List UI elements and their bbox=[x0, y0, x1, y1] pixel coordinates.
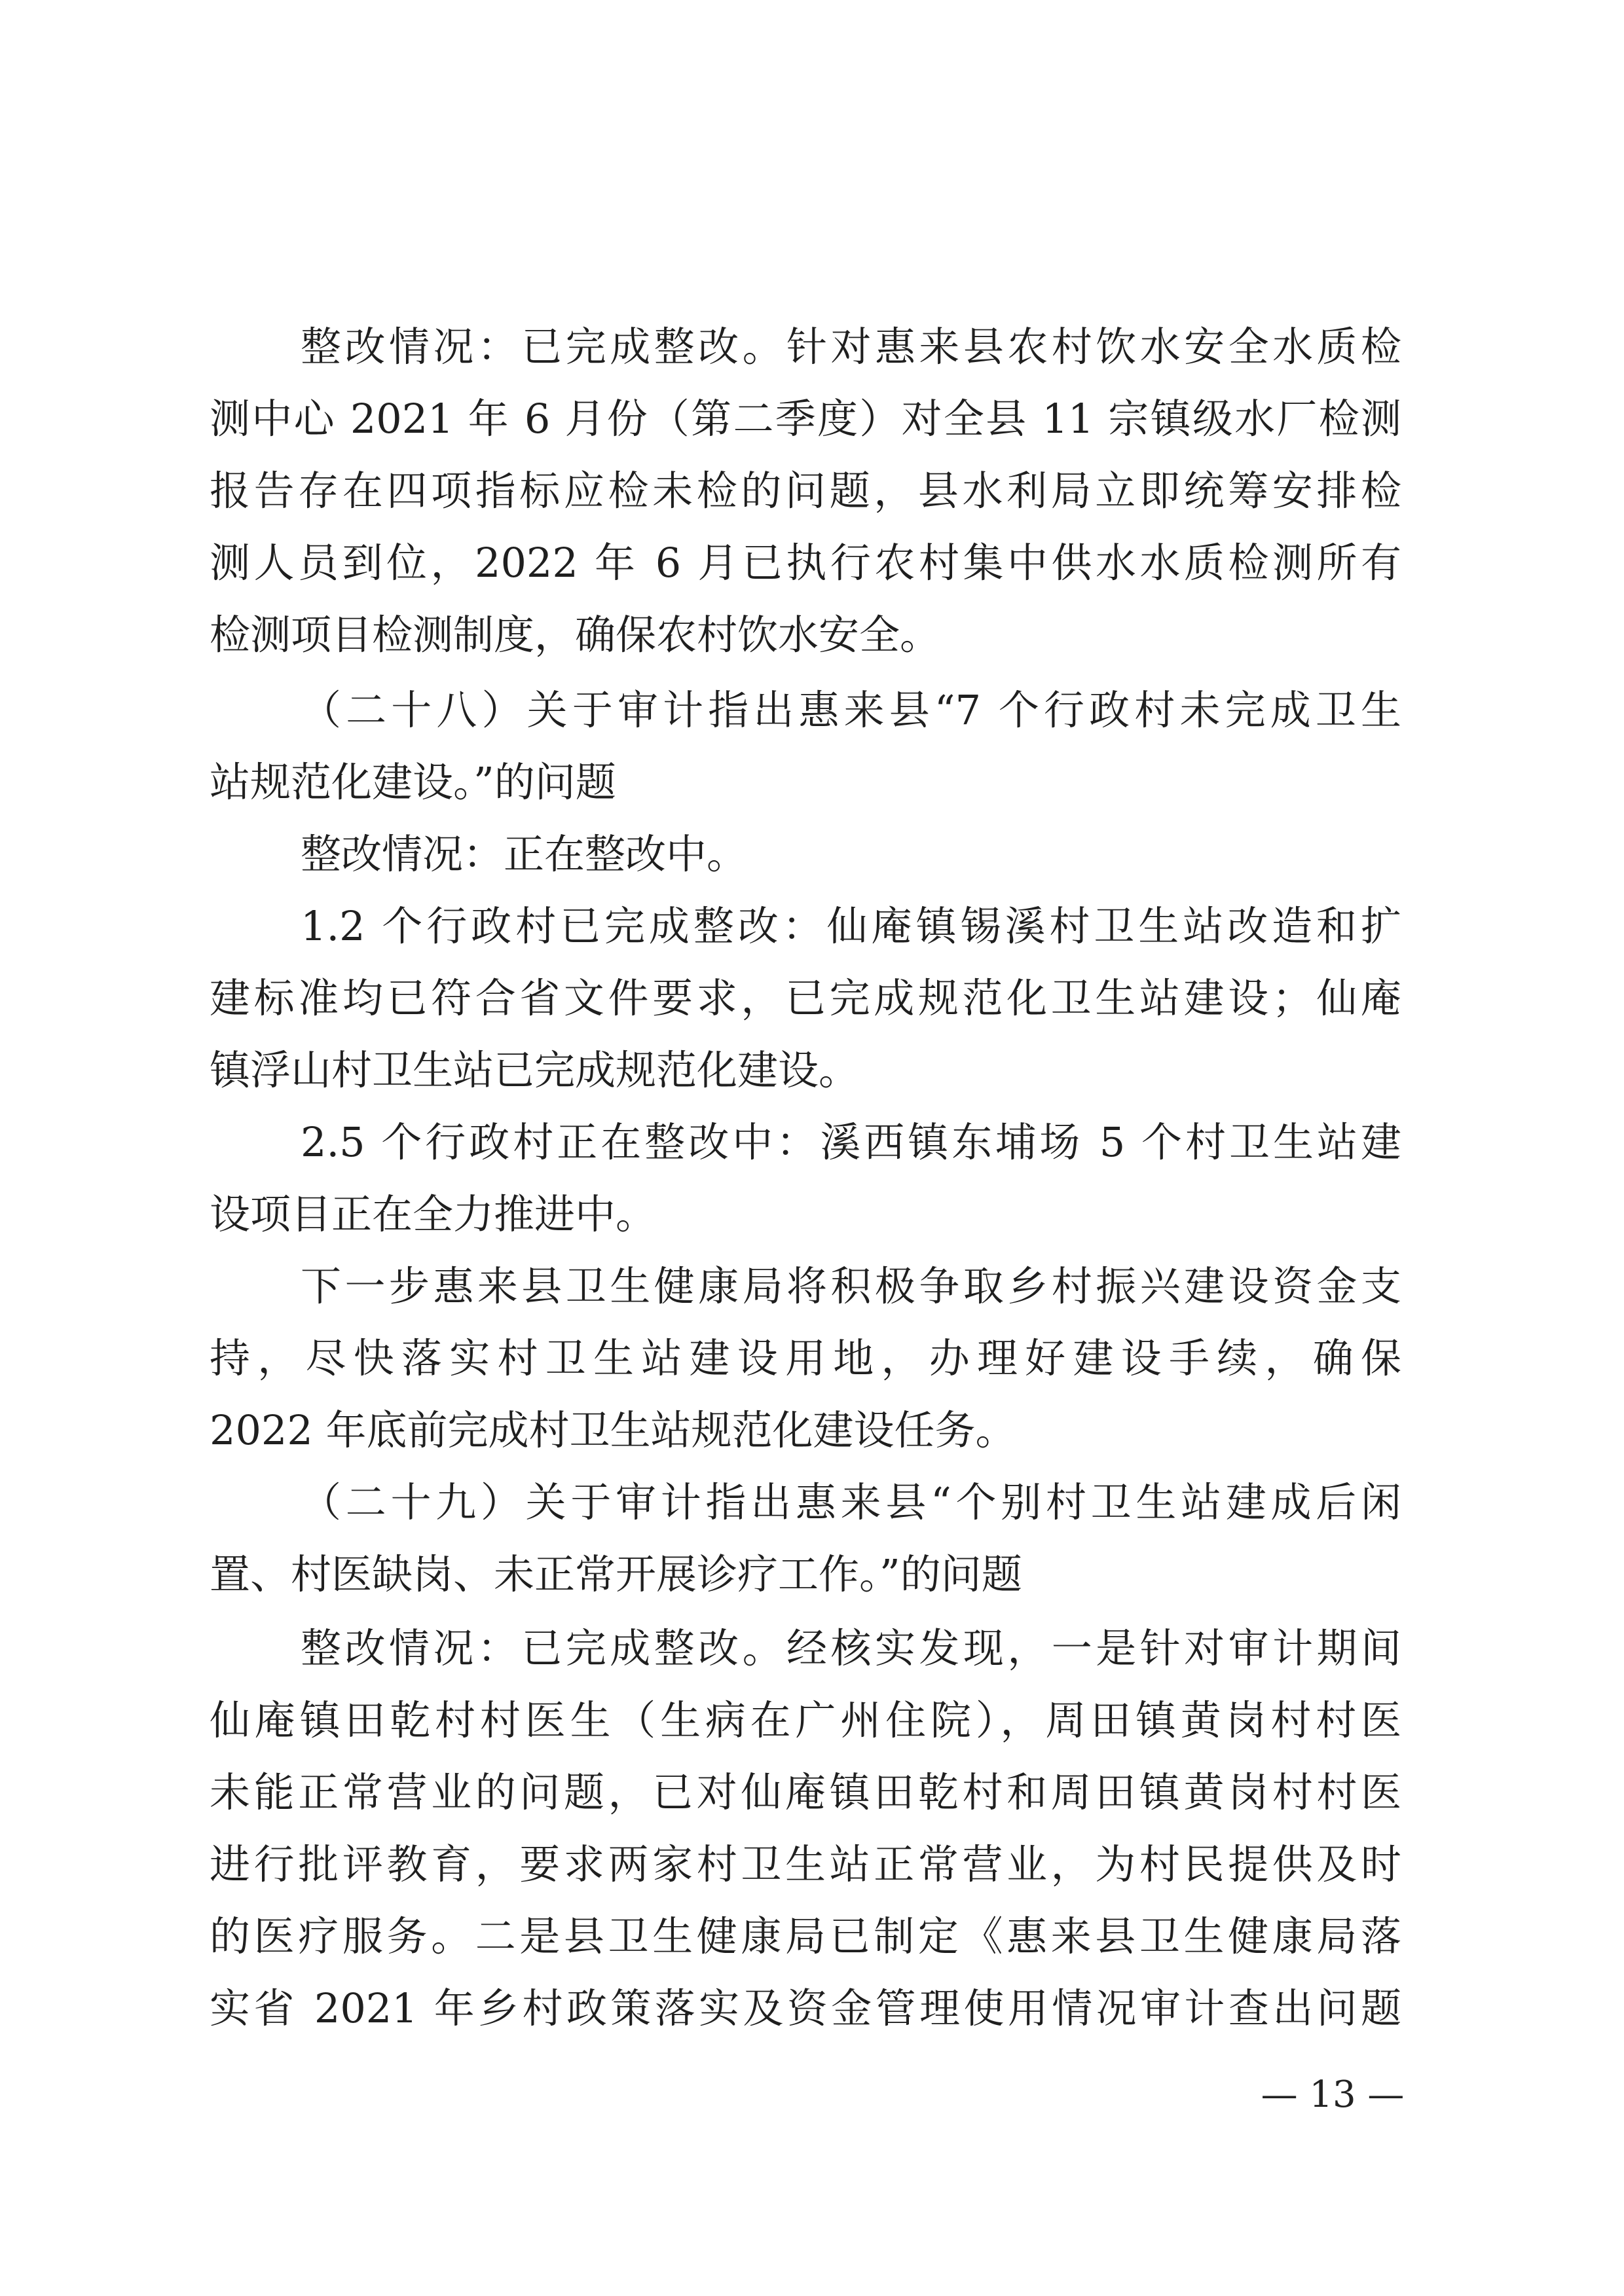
paragraph-1-line-1: 整改情况：已完成整改。针对惠来县农村饮水安全水质检 bbox=[301, 323, 1401, 371]
paragraph-1-line-4: 测人员到位，2022 年 6 月已执行农村集中供水水质检测所有 bbox=[210, 539, 1401, 587]
section-28-heading-line-1: （二十八）关于审计指出惠来县“7 个行政村未完成卫生 bbox=[301, 686, 1401, 734]
next-step-line-2: 持，尽快落实村卫生站建设用地，办理好建设手续，确保 bbox=[210, 1334, 1401, 1382]
paragraph-8-line-3: 未能正常营业的问题，已对仙庵镇田乾村和周田镇黄岗村村医 bbox=[210, 1768, 1401, 1816]
item-2-line-1: 2.5 个行政村正在整改中：溪西镇东埔场 5 个村卫生站建 bbox=[301, 1118, 1401, 1166]
paragraph-8-line-1: 整改情况：已完成整改。经核实发现，一是针对审计期间 bbox=[301, 1624, 1401, 1672]
paragraph-8-line-2: 仙庵镇田乾村村医生（生病在广州住院），周田镇黄岗村村医 bbox=[210, 1696, 1401, 1744]
paragraph-8-line-5: 的医疗服务。二是县卫生健康局已制定《惠来县卫生健康局落 bbox=[210, 1912, 1401, 1960]
paragraph-status-in-progress: 整改情况：正在整改中。 bbox=[301, 830, 748, 878]
item-1-line-1: 1.2 个行政村已完成整改：仙庵镇锡溪村卫生站改造和扩 bbox=[301, 902, 1401, 950]
section-28-heading-line-2: 站规范化建设。”的问题 bbox=[210, 758, 616, 806]
paragraph-8-line-6: 实省 2021 年乡村政策落实及资金管理使用情况审计查出问题 bbox=[210, 1984, 1401, 2032]
paragraph-1-line-5: 检测项目检测制度，确保农村饮水安全。 bbox=[210, 611, 941, 659]
section-29-heading-line-1: （二十九）关于审计指出惠来县“个别村卫生站建成后闲 bbox=[301, 1478, 1401, 1526]
paragraph-1-line-2: 测中心 2021 年 6 月份（第二季度）对全县 11 宗镇级水厂检测 bbox=[210, 395, 1401, 443]
item-1-line-2: 建标准均已符合省文件要求，已完成规范化卫生站建设；仙庵 bbox=[210, 974, 1401, 1022]
next-step-line-1: 下一步惠来县卫生健康局将积极争取乡村振兴建设资金支 bbox=[301, 1262, 1401, 1310]
section-29-heading-line-2: 置、村医缺岗、未正常开展诊疗工作。”的问题 bbox=[210, 1550, 1022, 1598]
item-2-line-2: 设项目正在全力推进中。 bbox=[210, 1190, 657, 1238]
item-1-line-3: 镇浮山村卫生站已完成规范化建设。 bbox=[210, 1046, 860, 1094]
next-step-line-3: 2022 年底前完成村卫生站规范化建设任务。 bbox=[210, 1406, 1016, 1454]
paragraph-1-line-3: 报告存在四项指标应检未检的问题，县水利局立即统筹安排检 bbox=[210, 467, 1401, 515]
paragraph-8-line-4: 进行批评教育，要求两家村卫生站正常营业，为村民提供及时 bbox=[210, 1840, 1401, 1888]
page-number: — 13 — bbox=[1261, 2073, 1405, 2116]
